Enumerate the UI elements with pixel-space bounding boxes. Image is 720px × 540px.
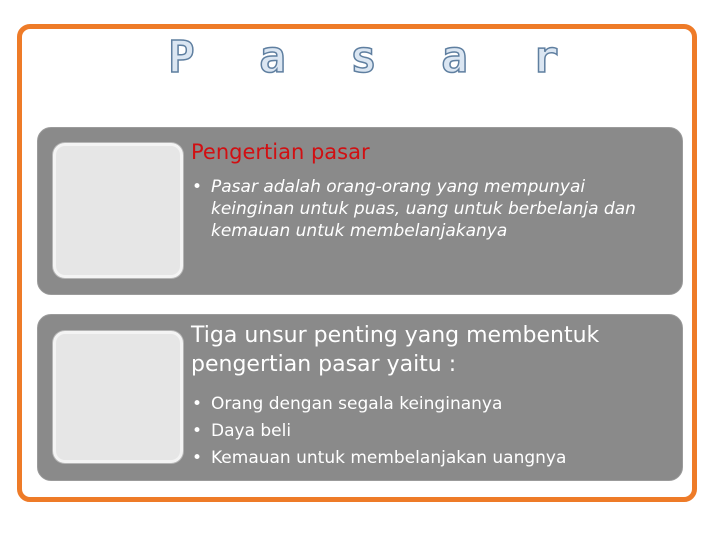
panel-heading: Pengertian pasar [191, 140, 370, 164]
panel-content [191, 138, 666, 242]
image-placeholder [53, 143, 183, 278]
bullet-list [191, 176, 666, 242]
bullet-item: • Kemauan untuk membelanjakan uangnya [191, 445, 666, 472]
panel-content [191, 321, 666, 472]
slide-title: P a s a r [168, 32, 578, 83]
bullet-list [191, 391, 666, 472]
panel-heading: Tiga unsur penting yang membentuk pengertian pasar yaitu : [191, 323, 600, 377]
elements-panel [37, 314, 683, 481]
image-placeholder [53, 331, 183, 463]
bullet-item: • Orang dengan segala keinginanya [191, 391, 666, 418]
bullet-item: • Daya beli [191, 418, 666, 445]
definition-panel [37, 127, 683, 295]
bullet-item: • Pasar adalah orang-orang yang mempunyai keinginan untuk puas, uang untuk berbelanja dan kemauan untuk membelanjakanya [191, 176, 666, 242]
